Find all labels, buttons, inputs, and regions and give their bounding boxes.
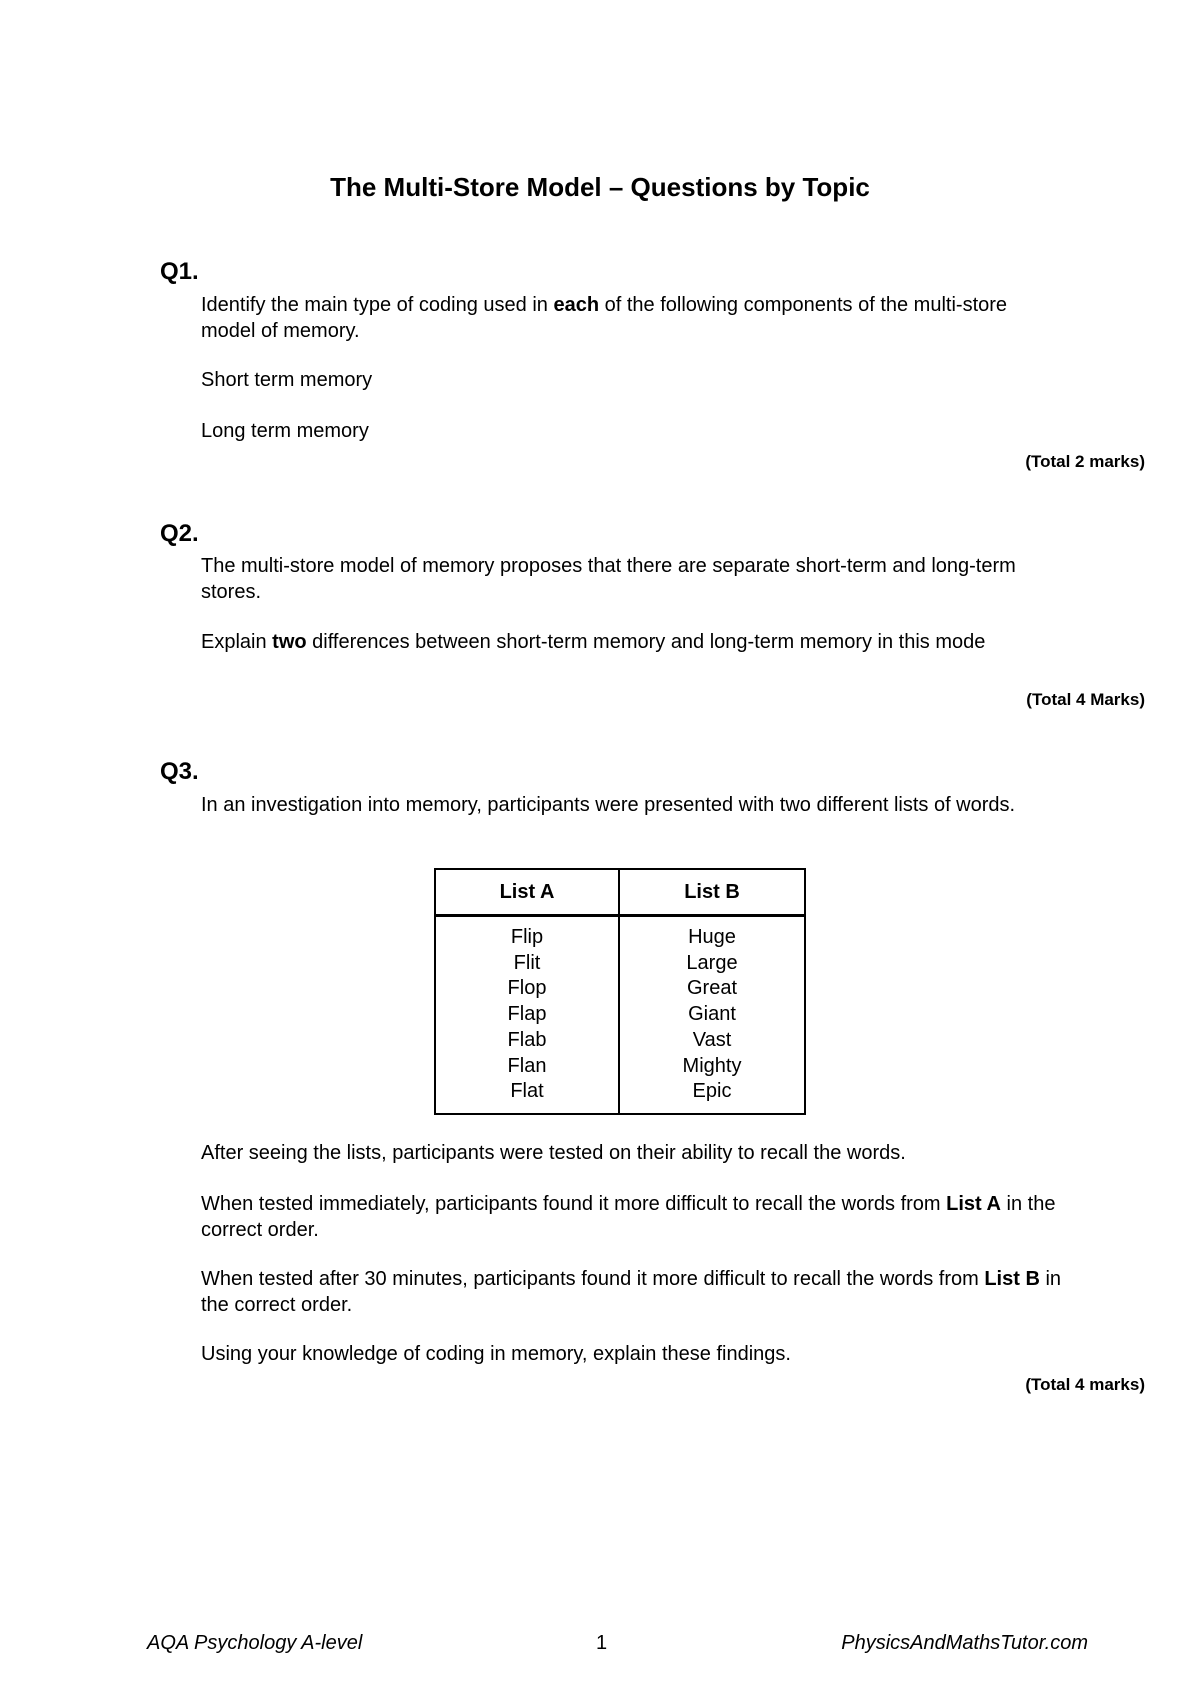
list-a-word: Flip: [510, 926, 544, 948]
list-a-word: Flit: [513, 951, 541, 974]
word-lists-table: [434, 868, 806, 1115]
question-3-paragraph-4: Using your knowledge of coding in memory, explain these findings.: [201, 1343, 791, 1365]
footer-left: AQA Psychology A-level: [147, 1632, 363, 1654]
table-header-list-b: List B: [620, 870, 804, 917]
question-2-text: The multi-store model of memory proposes that there are separate short-term and long-term stores.: [201, 555, 1016, 603]
question-1-marks: (Total 2 marks): [1025, 452, 1145, 471]
list-a-word: Flan: [507, 1054, 547, 1077]
list-b-word: Large: [686, 951, 738, 974]
list-a-word: Flat: [510, 1080, 544, 1103]
question-2-marks: (Total 4 Marks): [1026, 690, 1145, 709]
question-1-label: Q1.: [160, 258, 199, 285]
list-b-word: Huge: [688, 926, 736, 948]
question-3-paragraph-3: When tested after 30 minutes, participants found it more difficult to recall the words from List B in the correct order.: [201, 1268, 1062, 1316]
list-a-word: Flab: [507, 1028, 547, 1051]
question-2-task: Explain two differences between short-term memory and long-term memory in this mode: [201, 631, 986, 653]
list-b-column: [620, 917, 804, 1113]
question-3-paragraph-2: When tested immediately, participants found it more difficult to recall the words from List A in the correct order.: [201, 1193, 1056, 1241]
list-b-word: Vast: [692, 1028, 732, 1051]
list-b-word: Epic: [692, 1080, 732, 1103]
footer-right: PhysicsAndMathsTutor.com: [841, 1632, 1088, 1654]
question-1-item-stm: Short term memory: [201, 369, 373, 391]
page-number: 1: [596, 1632, 608, 1654]
question-3-paragraph-1: After seeing the lists, participants were tested on their ability to recall the words.: [201, 1142, 906, 1164]
list-a-word: Flop: [507, 977, 547, 1000]
table-header-list-a: List A: [436, 870, 620, 917]
list-a-column: [436, 917, 620, 1113]
page-title: The Multi-Store Model – Questions by Topic: [330, 172, 870, 202]
question-3-label: Q3.: [160, 758, 199, 785]
question-1-item-ltm: Long term memory: [201, 420, 369, 442]
question-3-intro: In an investigation into memory, participants were presented with two different lists of words.: [201, 794, 1016, 816]
list-b-word: Great: [686, 977, 738, 1000]
question-1-text: Identify the main type of coding used in each of the following components of the multi-store model of memory.: [201, 294, 1008, 342]
question-2-label: Q2.: [160, 520, 199, 547]
list-b-word: Mighty: [682, 1054, 742, 1077]
list-a-word: Flap: [507, 1003, 547, 1026]
list-b-word: Giant: [688, 1003, 736, 1026]
question-3-marks: (Total 4 marks): [1025, 1375, 1145, 1394]
